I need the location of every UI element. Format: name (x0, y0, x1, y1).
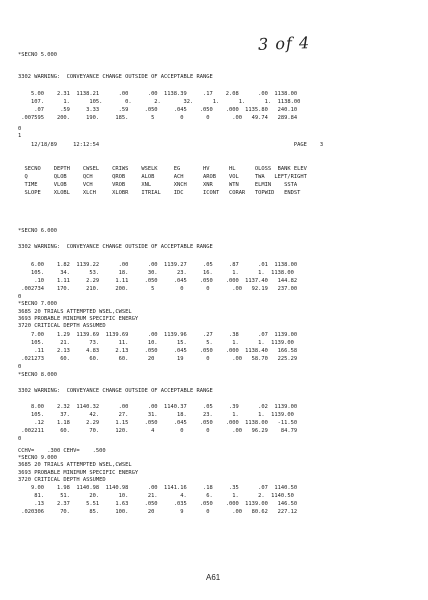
printout-line: 81. 51. 20. 10. 21. 4. 6. 1. 2. 1140.50 (18, 493, 294, 499)
printout-line: .020306 70. 85. 100. 20 9 0 .00 80.62 227.12 (18, 509, 298, 515)
printout-line: SECNO DEPTH CWSEL CRIWS WSELK EG HV HL OLOSS BANK ELEV (18, 166, 307, 172)
printout-line: .11 2.13 4.83 2.13 .050 .045 .050 .000 1138.40 166.58 (18, 348, 298, 354)
printout-line: .002211 60. 70. 120. 4 0 0 .00 96.29 84.79 (18, 428, 298, 434)
printout-line: *SECNO 8.000 (18, 372, 57, 378)
printout-line: *SECNO 9.000 (18, 455, 57, 461)
printout-line: 6.00 1.82 1139.22 .00 .00 1139.27 .05 .87 .01 1138.00 (18, 262, 298, 268)
printout-line: 3302 WARNING: CONVEYANCE CHANGE OUTSIDE OF ACCEPTABLE RANGE (18, 388, 213, 394)
printout-line: 0 (18, 364, 22, 370)
printout-line: .13 2.37 5.51 1.63 .050 .035 .050 .000 1139.00 146.50 (18, 501, 298, 507)
printout-line: .021273 60. 60. 60. 20 19 0 .00 58.70 225.29 (18, 356, 298, 362)
printout-line: 0 (18, 436, 22, 442)
printout-line: 3685 20 TRIALS ATTEMPTED WSEL,CWSEL (18, 462, 132, 468)
printout-line: 105. 21. 73. 11. 10. 15. 5. 1. 1. 1139.00 (18, 340, 294, 346)
printout-line: 8.00 2.32 1140.32 .00 .00 1140.37 .05 .39 .02 1139.00 (18, 404, 298, 410)
printout-line: *SECNO 7.000 (18, 301, 57, 307)
printout-line: 3720 CRITICAL DEPTH ASSUMED (18, 477, 106, 483)
printout-line: 3302 WARNING: CONVEYANCE CHANGE OUTSIDE OF ACCEPTABLE RANGE (18, 244, 213, 250)
printout-line: 3693 PROBABLE MINIMUM SPECIFIC ENERGY (18, 316, 139, 322)
printout-line: 9.00 1.98 1140.98 1140.98 .00 1141.16 .18 .35 .07 1140.50 (18, 485, 298, 491)
printout-line: .002734 170. 210. 200. 5 0 0 .00 92.19 237.00 (18, 286, 298, 292)
printout-line: .10 1.11 2.29 1.11 .050 .045 .050 .000 1137.40 144.82 (18, 278, 298, 284)
printout-line: 5.00 2.31 1138.21 .00 .00 1138.39 .17 2.08 .00 1138.00 (18, 91, 298, 97)
printout-line: *SECNO 6.000 (18, 228, 57, 234)
printout-line: SLOPE XLOBL XLCH XLOBR ITRIAL IDC ICONT CORAR TOPWID ENDST (18, 190, 301, 196)
printout-line: 3693 PROBABLE MINIMUM SPECIFIC ENERGY (18, 470, 139, 476)
printout-line: CCHV= .300 CEHV= .500 (18, 448, 106, 454)
printout-line: 0 (18, 294, 22, 300)
printout-line: *SECNO 5.000 (18, 52, 57, 58)
footer-page-number: A61 (206, 573, 221, 582)
printout-line: 1 (18, 133, 22, 139)
printout-line: .12 1.18 2.29 1.15 .050 .045 .050 .000 1138.00 -11.50 (18, 420, 298, 426)
printout-line: Q QLOB QCH QROB ALOB ACH AROB VOL TWA LEFT/RIGHT (18, 174, 307, 180)
printout-line: 7.00 1.29 1139.69 1139.69 .00 1139.96 .27 .38 .07 1139.00 (18, 332, 298, 338)
printout-line: 0 (18, 126, 22, 132)
printout-line: 3302 WARNING: CONVEYANCE CHANGE OUTSIDE OF ACCEPTABLE RANGE (18, 74, 213, 80)
printout-line: .07 .59 3.33 .59 .050 .045 .050 .000 1135.80 240.10 (18, 107, 298, 113)
printout-line: 3720 CRITICAL DEPTH ASSUMED (18, 323, 106, 329)
printout-line: 107. 1. 105. 0. 2. 32. 1. 1. 1. 1138.00 (18, 99, 301, 105)
printout-line: 3685 20 TRIALS ATTEMPTED WSEL,CWSEL (18, 309, 132, 315)
printout-line: 105. 37. 42. 27. 31. 18. 23. 1. 1. 1139.00 (18, 412, 294, 418)
printout-line: 12/18/89 12:12:54 PAGE 3 (18, 142, 324, 148)
printout-line: 105. 34. 53. 18. 30. 23. 16. 1. 1. 1138.00 (18, 270, 294, 276)
printout-line: .007595 200. 190. 185. 5 0 0 .00 49.74 289.84 (18, 115, 298, 121)
handwritten-page-note: 3 of 4 (257, 33, 311, 54)
printout-line: TIME VLOB VCH VROB XNL XNCH XNR WTN ELMIN SSTA (18, 182, 298, 188)
